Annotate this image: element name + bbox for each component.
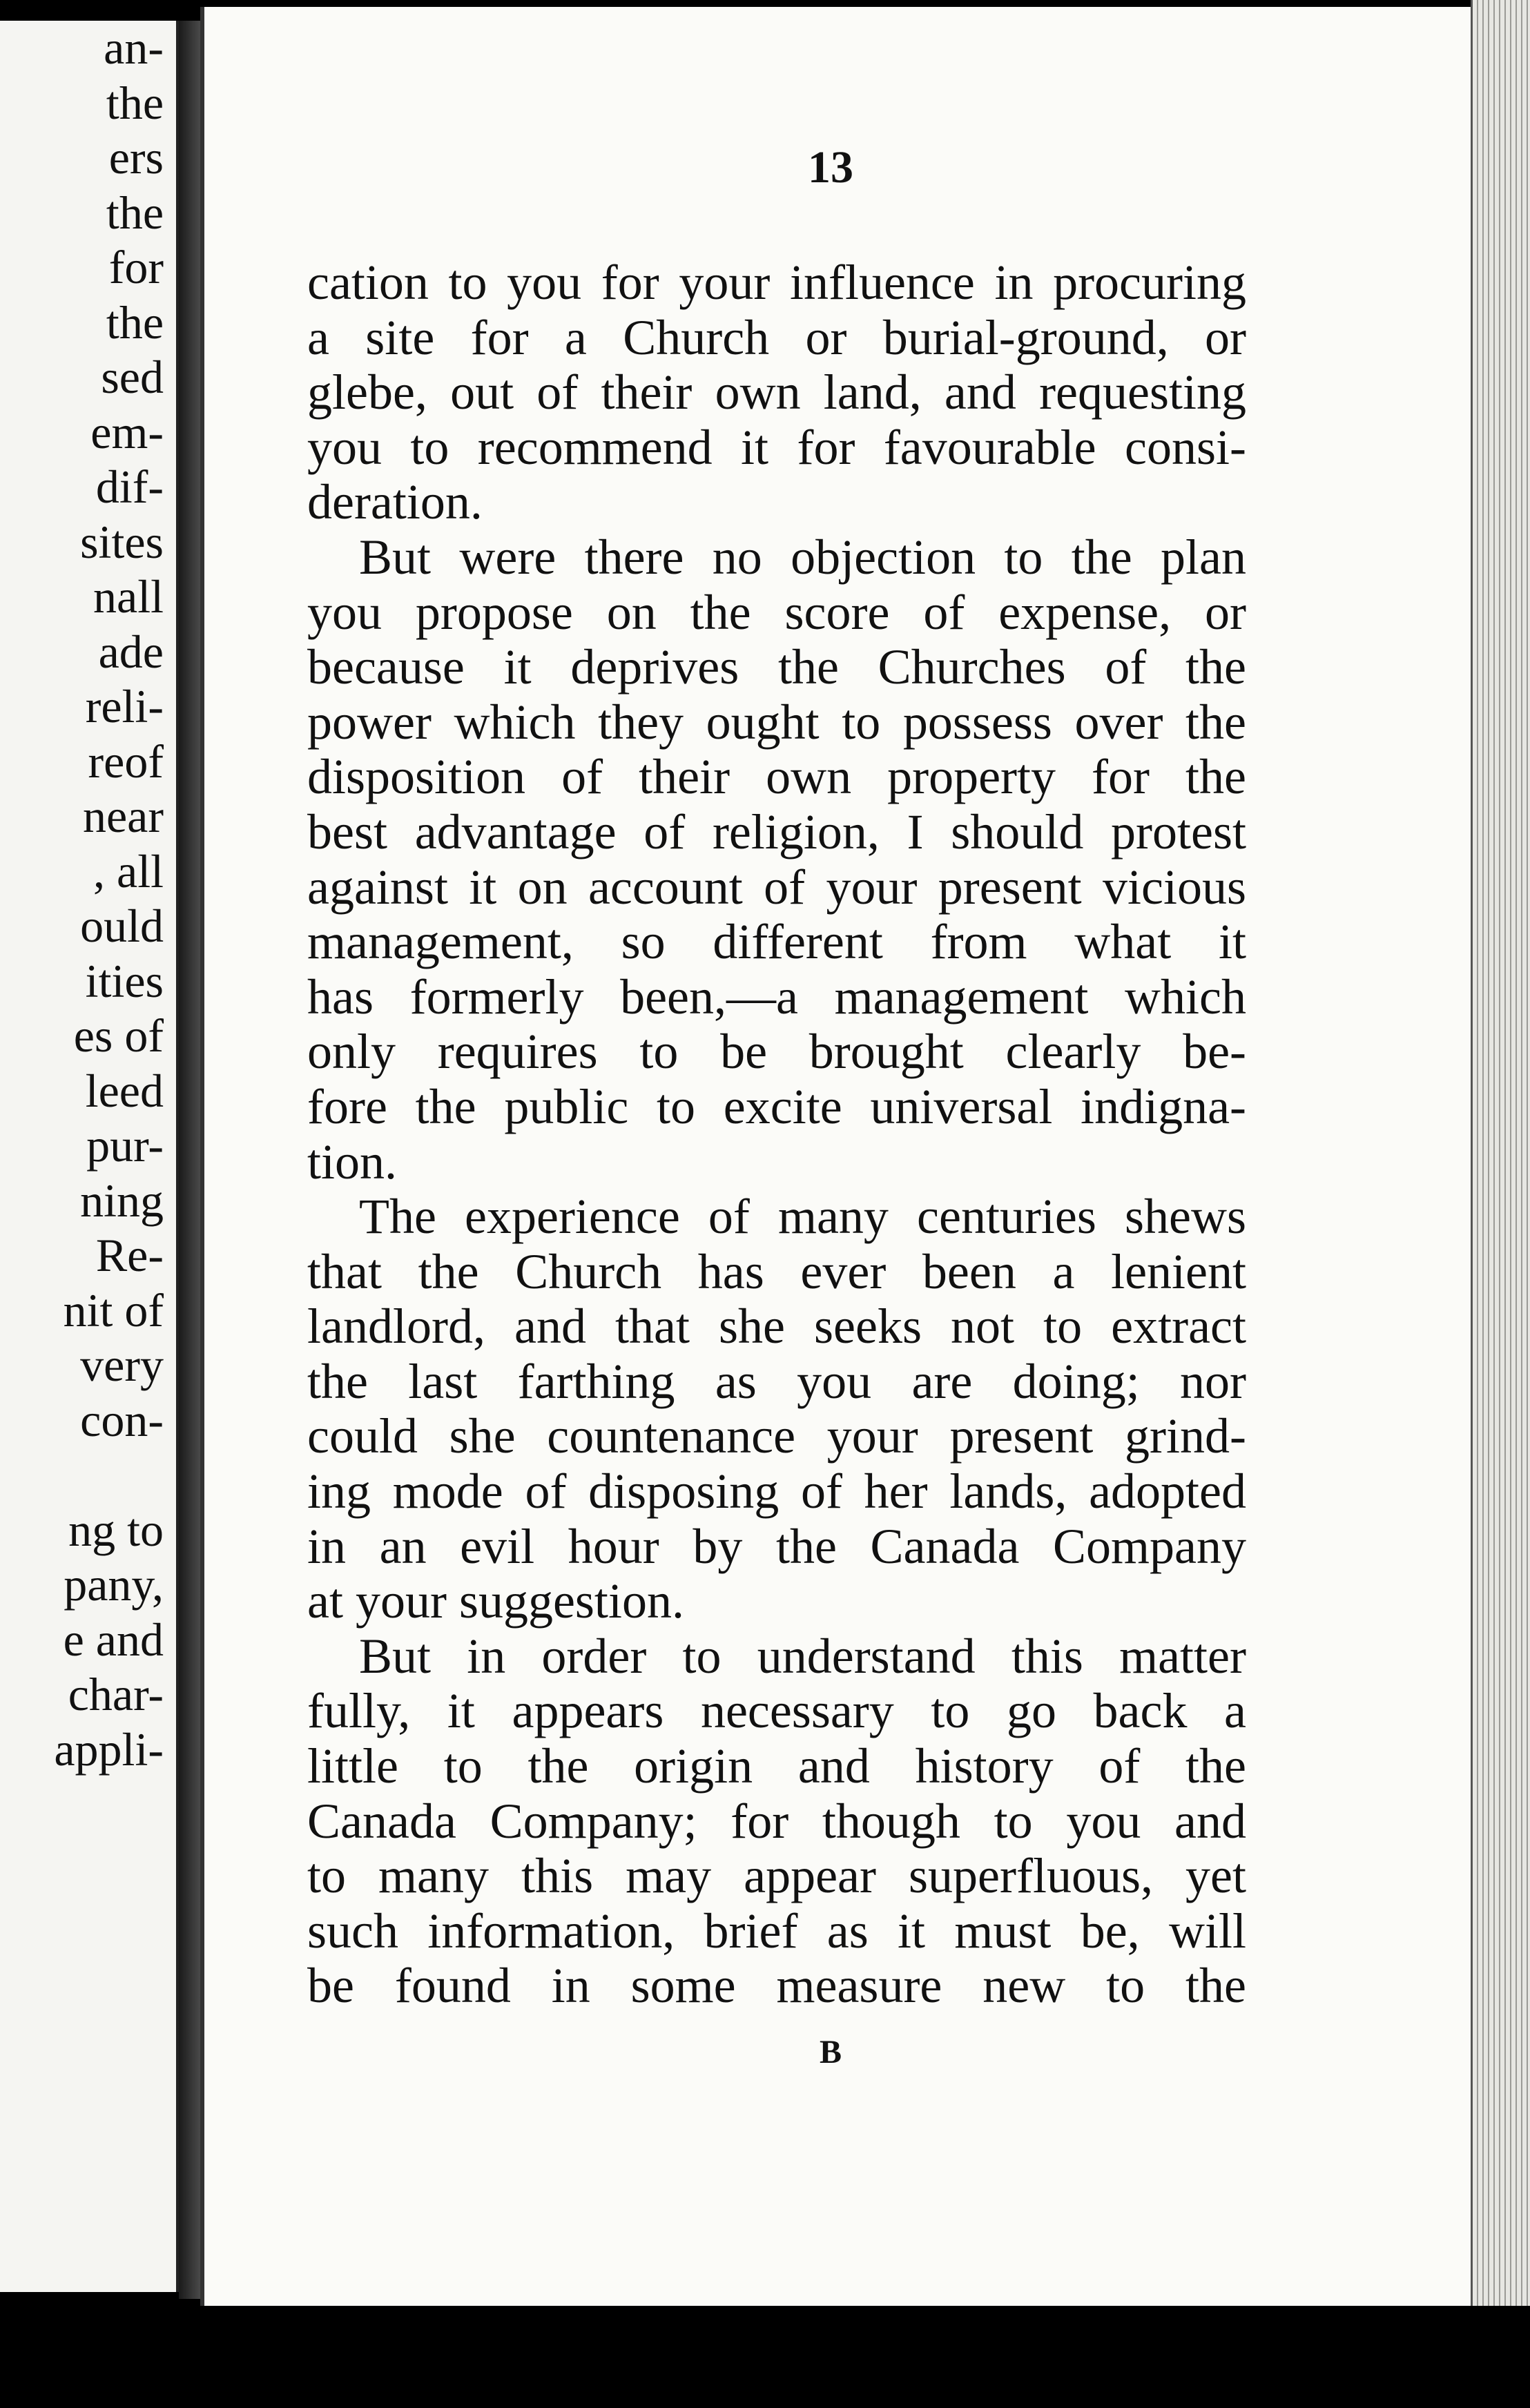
paragraph bbox=[307, 1190, 1246, 1629]
previous-page-line: reof bbox=[88, 735, 164, 788]
previous-page-line: nit of bbox=[63, 1283, 164, 1337]
text-line: deration. bbox=[307, 474, 483, 530]
previous-page-line: ng to bbox=[68, 1503, 164, 1556]
previous-page-line: ade bbox=[98, 625, 164, 678]
previous-page-line: es of bbox=[73, 1009, 164, 1062]
text-line: at your suggestion. bbox=[307, 1573, 684, 1629]
text-line: to many this may appear superfluous, yet bbox=[307, 1848, 1246, 1904]
text-line: best advantage of religion, I should protest bbox=[307, 804, 1246, 860]
text-line: cation to you for your influence in procuring bbox=[307, 255, 1246, 310]
previous-page-line: ers bbox=[108, 131, 164, 184]
page-edges bbox=[1471, 0, 1530, 2306]
previous-page-line: nall bbox=[93, 570, 164, 623]
paragraph bbox=[307, 1629, 1246, 2014]
previous-page-line: pany, bbox=[64, 1558, 164, 1611]
text-line: against it on account of your present vicious bbox=[307, 859, 1246, 915]
previous-page-line: sites bbox=[80, 515, 164, 568]
text-line: fully, it appears necessary to go back a bbox=[307, 1683, 1246, 1739]
previous-page-line: reli- bbox=[85, 680, 164, 732]
text-line: in an evil hour by the Canada Company bbox=[307, 1518, 1246, 1574]
text-line: that the Church has ever been a lenient bbox=[307, 1243, 1246, 1299]
text-line: be found in some measure new to the bbox=[307, 1958, 1246, 2014]
text-line: But were there no objection to the plan bbox=[359, 529, 1246, 585]
text-line: you to recommend it for favourable consi- bbox=[307, 419, 1246, 475]
previous-page-line: pur- bbox=[86, 1119, 164, 1172]
text-line: could she countenance your present grind- bbox=[307, 1408, 1246, 1464]
text-line: has formerly been,—a management which bbox=[307, 969, 1246, 1025]
text-line: management, so different from what it bbox=[307, 914, 1246, 970]
bottom-shadow bbox=[0, 2306, 1530, 2408]
text-line: landlord, and that she seeks not to extract bbox=[307, 1299, 1246, 1354]
previous-page-line: leed bbox=[85, 1064, 164, 1117]
previous-page-line: dif- bbox=[95, 460, 164, 513]
previous-page-line: ould bbox=[80, 900, 164, 952]
text-line: because it deprives the Churches of the bbox=[307, 639, 1246, 695]
previous-page-line: for bbox=[108, 241, 164, 293]
previous-page-line: near bbox=[82, 790, 164, 842]
text-line: tion. bbox=[307, 1134, 398, 1190]
previous-page-line: an- bbox=[104, 21, 164, 74]
signature-mark: B bbox=[819, 2034, 842, 2070]
text-line: The experience of many centuries shews bbox=[359, 1189, 1246, 1245]
previous-page-line: em- bbox=[90, 405, 164, 458]
text-line: the last farthing as you are doing; nor bbox=[307, 1353, 1246, 1409]
page-number: 13 bbox=[808, 142, 853, 193]
text-line: glebe, out of their own land, and requesting bbox=[307, 365, 1246, 420]
previous-page-line: very bbox=[80, 1339, 164, 1391]
body-text bbox=[307, 255, 1246, 2014]
text-line: you propose on the score of expense, or bbox=[307, 584, 1246, 640]
text-line: fore the public to excite universal indigna- bbox=[307, 1078, 1246, 1134]
text-line: a site for a Church or burial-ground, or bbox=[307, 309, 1246, 365]
previous-page-line bbox=[54, 1448, 164, 1503]
previous-page-line: e and bbox=[63, 1613, 164, 1666]
text-line: Canada Company; for though to you and bbox=[307, 1793, 1246, 1849]
previous-page-line: ities bbox=[85, 954, 164, 1007]
previous-page-line: the bbox=[106, 76, 164, 129]
previous-page-fragment bbox=[0, 21, 179, 2292]
previous-page-line: appli- bbox=[54, 1722, 164, 1776]
text-line: disposition of their own property for the bbox=[307, 749, 1246, 805]
text-line: power which they ought to possess over the bbox=[307, 694, 1246, 750]
previous-page-line: the bbox=[106, 295, 164, 349]
text-line: But in order to understand this matter bbox=[359, 1628, 1246, 1684]
text-line: little to the origin and history of the bbox=[307, 1738, 1246, 1794]
previous-page-line: the bbox=[106, 186, 164, 239]
previous-page-line: Re- bbox=[95, 1229, 164, 1281]
previous-page-line: , all bbox=[93, 844, 164, 897]
paragraph bbox=[307, 530, 1246, 1190]
text-line: only requires to be brought clearly be- bbox=[307, 1024, 1246, 1080]
text-line: ing mode of disposing of her lands, adopted bbox=[307, 1464, 1246, 1519]
previous-page-line: char- bbox=[68, 1668, 164, 1720]
previous-page-line: sed bbox=[101, 351, 164, 403]
text-line: such information, brief as it must be, will bbox=[307, 1903, 1246, 1959]
previous-page-line-endings bbox=[54, 21, 164, 1777]
previous-page-line: con- bbox=[80, 1393, 164, 1446]
previous-page-line: ning bbox=[80, 1174, 164, 1227]
paragraph bbox=[307, 255, 1246, 530]
